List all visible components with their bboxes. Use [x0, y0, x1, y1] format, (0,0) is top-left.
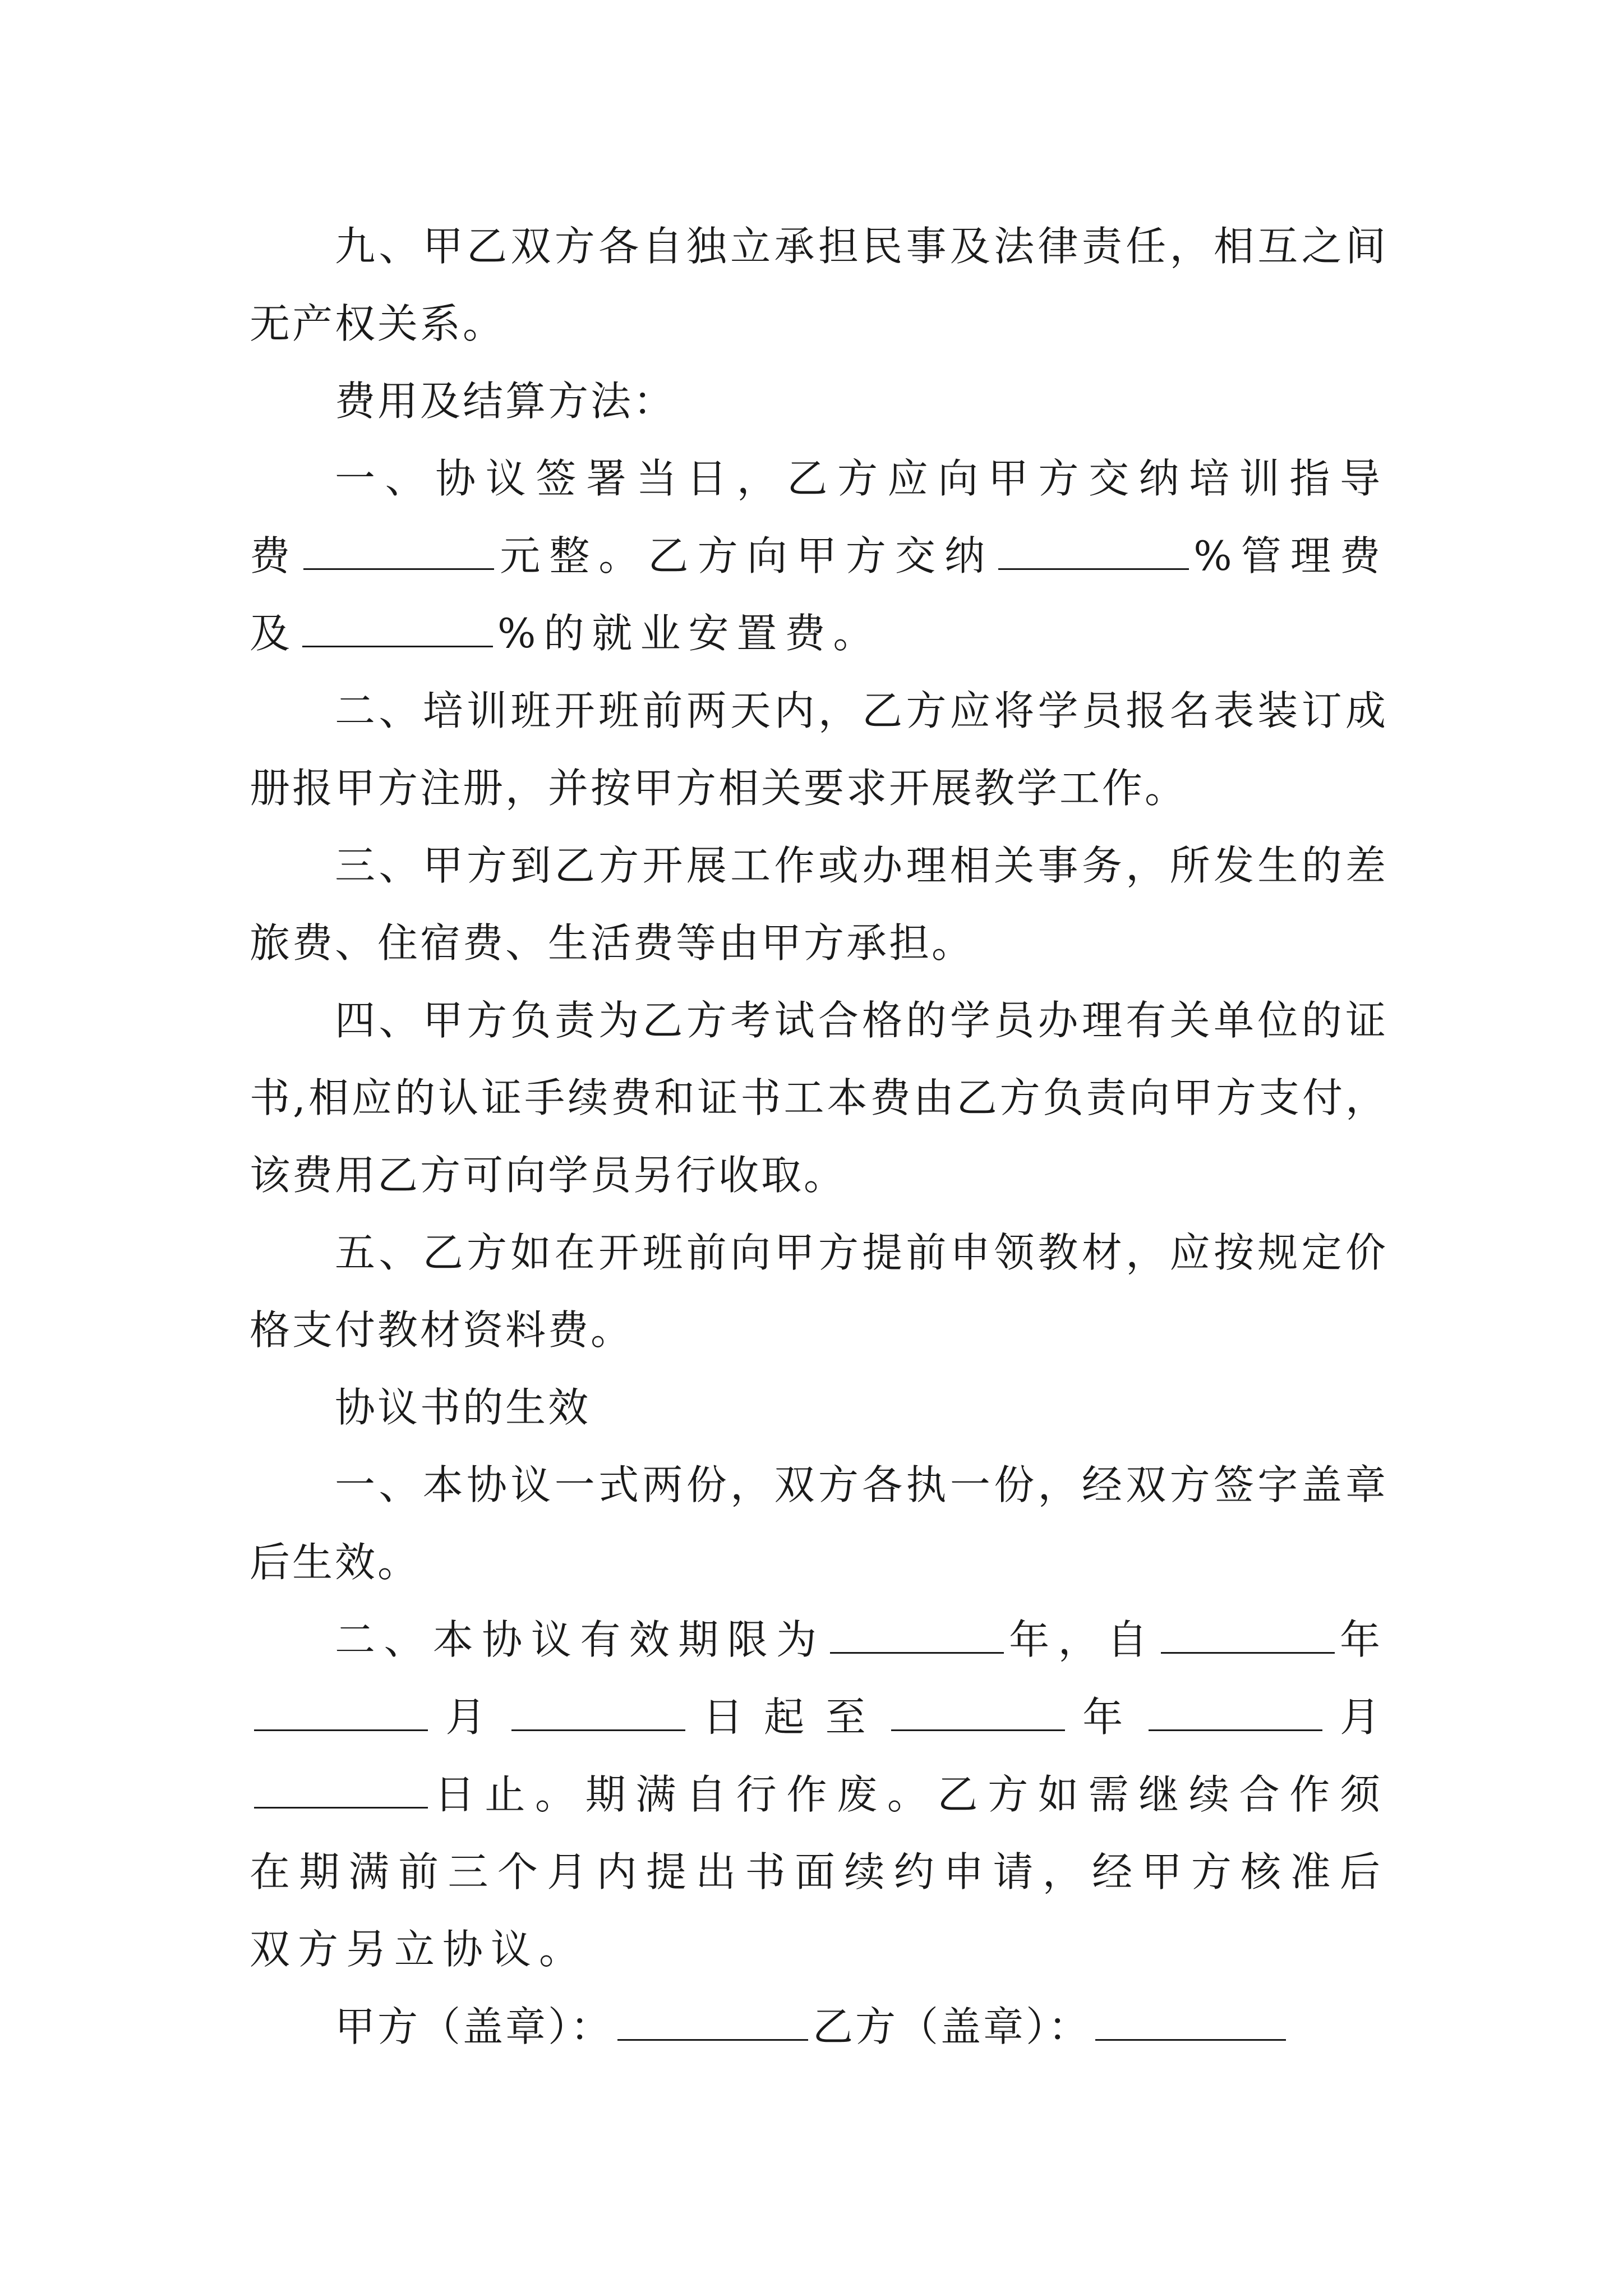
paragraph-fee-1	[250, 440, 1388, 672]
blank-start-year	[1161, 1616, 1335, 1654]
effect-2-text-f: 年	[1069, 1694, 1144, 1741]
blank-start-month	[254, 1694, 428, 1731]
effect-2-text-a: 二、本协议有效期限为	[335, 1616, 826, 1663]
paragraph-article-9: 九、甲乙双方各自独立承担民事及法律责任，相互之间无产权关系。	[250, 223, 1388, 347]
heading-agreement-effect: 协议书的生效	[335, 1384, 591, 1431]
paragraph-fee-5: 五、乙方如在开班前向甲方提前申领教材，应按规定价格支付教材资料费。	[250, 1229, 1388, 1354]
effect-2-text-d: 月	[432, 1694, 507, 1741]
signature-line	[250, 1988, 1388, 2065]
fee-1-text-c: %管理费及	[250, 532, 1388, 657]
paragraph-fee-4: 四、甲方负责为乙方考试合格的学员办理有关单位的证书,相应的认证手续费和证书工本费由乙方负责向甲方支付，该费用乙方可向学员另行收取。	[250, 997, 1388, 1199]
blank-end-year	[891, 1694, 1065, 1731]
effect-2-text-b: 年，自	[1008, 1616, 1156, 1663]
fee-1-text-d: %的就业安置费。	[497, 610, 882, 657]
paragraph-fee-3: 三、甲方到乙方开展工作或办理相关事务，所发生的差旅费、住宿费、生活费等由甲方承担。	[250, 842, 1388, 967]
heading-fees-settlement: 费用及结算方法：	[335, 378, 676, 425]
blank-management-fee-percent	[998, 532, 1189, 570]
blank-end-day	[254, 1771, 428, 1809]
blank-placement-fee-percent	[302, 610, 493, 647]
party-b-seal-label: 乙方（盖章）：	[813, 2003, 1091, 2050]
paragraph-fee-2: 二、培训班开班前两天内，乙方应将学员报名表装订成册报甲方注册，并按甲方相关要求开展教学工作。	[250, 687, 1388, 812]
fee-1-text-a: 一、协议签署当日，乙方应向甲方交纳培训指导费	[250, 455, 1388, 579]
blank-party-a-seal	[617, 2003, 808, 2041]
paragraph-effect-2	[250, 1601, 1388, 1988]
document-body	[250, 208, 1388, 2065]
effect-2-text-c: 年	[1339, 1616, 1388, 1663]
blank-training-fee	[303, 532, 494, 570]
paragraph-effect-1: 一、本协议一式两份，双方各执一份，经双方签字盖章后生效。	[250, 1461, 1388, 1586]
blank-start-day	[511, 1694, 685, 1731]
blank-term-years	[830, 1616, 1004, 1654]
blank-end-month	[1149, 1694, 1322, 1731]
effect-2-text-e: 日起至	[689, 1694, 887, 1741]
effect-2-text-g: 月	[1326, 1694, 1388, 1741]
effect-2-text-h: 日止。期满自行作废。乙方如需继续合作须在期满前三个月内提出书面续约申请，经甲方核准后双方另立协议。	[250, 1771, 1388, 1973]
fee-1-text-b: 元整。乙方向甲方交纳	[499, 532, 994, 579]
party-a-seal-label: 甲方（盖章）：	[335, 2003, 614, 2050]
blank-party-b-seal	[1095, 2003, 1286, 2041]
